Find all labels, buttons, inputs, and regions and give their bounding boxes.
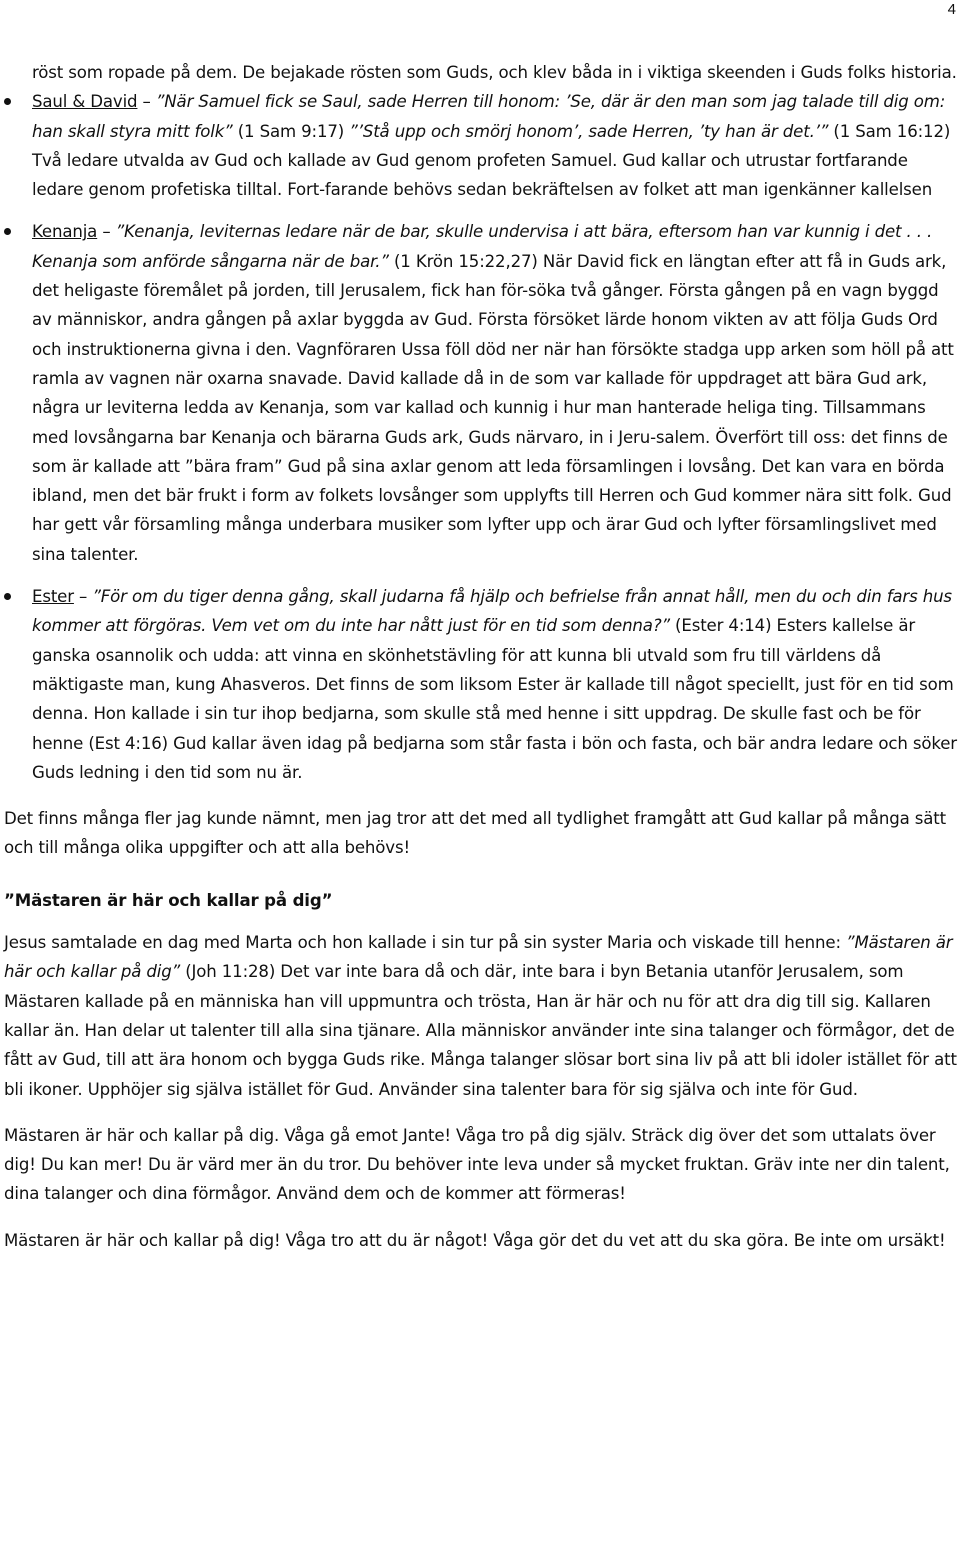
bullet-body: (Ester 4:14) Esters kallelse är ganska osannolik och udda: att vinna en skönhetstävling för att kunna bli utvald som fru till världens då mäktigaste man, kung Ahasveros. Det finns de som liksom Ester är kallade till något speciellt, just för en tid som denna. Hon kallade i sin tur ihop bedjarna, som skulle stå med henne i sitt uppdrag. De skulle fast och be för henne (Est 4:16) Gud kallar även idag på bedjarna som står fasta i bön och fasta, och bär andra ledare och söker Guds ledning i den tid som nu är. (32, 616, 957, 782)
document-body (4, 58, 958, 1255)
bullet-paragraph (32, 582, 958, 787)
bible-quote: ”’Stå upp och smörj honom’, sade Herren, ’ty han är det.’” (349, 121, 829, 141)
bible-quote: ”Kenanja, leviternas ledare när de bar, skulle undervisa i att bära, eftersom han var kunnig i det . . . Kenanja som anförde sångarna när de bar.” (32, 222, 933, 271)
bullet-item-saul-david (4, 87, 958, 204)
section-heading: ”Mästaren är här och kallar på dig” (4, 890, 333, 910)
bullet-dot-icon (4, 98, 11, 105)
bullet-item-kenanja (4, 217, 958, 569)
bullet-body: (1 Sam 16:12) Två ledare utvalda av Gud och kallade av Gud genom profeten Samuel. Gud kallar och utrustar fortfarande ledare genom profetiska tilltal. Fort-farande behövs sedan bekräftelsen av folket att man igenkänner kallelsen (32, 121, 951, 200)
bullet-title: Kenanja (32, 222, 98, 242)
bullet-paragraph (32, 217, 958, 569)
bullet-item-ester (4, 582, 958, 787)
bullet-title: Ester (32, 587, 74, 607)
paragraph-text: Jesus samtalade en dag med Marta och hon kallade i sin tur på sin syster Maria och viskade till henne: (4, 933, 847, 953)
bullet-dash: – (73, 587, 93, 607)
body-paragraph: Mästaren är här och kallar på dig! Våga tro att du är något! Våga gör det du vet att du ska göra. Be inte om ursäkt! (4, 1230, 946, 1250)
paragraph-text: (Joh 11:28) Det var inte bara då och där, inte bara i byn Betania utanför Jerusalem, som Mästaren kallade på en människa han vill uppmuntra och trösta, Han är här och nu för att dra dig till sig. Kallaren kallar än. Han delar ut talenter till alla sina tjänare. Alla människor använder inte sina talanger och förmågor, det de fått av Gud, till att ära honom och bygga Guds rike. Många talanger slösar bort sina liv på att bli idoler istället för att bli ikoner. Upphöjer sig själva istället för Gud. Använder sina talenter bara för sig själva och inte för Gud. (4, 962, 957, 1099)
bullet-dot-icon (4, 228, 11, 235)
bible-quote: ”För om du tiger denna gång, skall judarna få hjälp och befrielse från annat håll, men du och din fars hus kommer att förgöras. Vem vet om du inte har nått just för en tid som denna?” (32, 587, 952, 636)
bible-reference: (1 Sam 9:17) (232, 121, 350, 141)
bullet-dot-icon (4, 593, 11, 600)
bullet-body: (1 Krön 15:22,27) När David fick en längtan efter att få in Guds ark, det heligaste föremålet på jorden, till Jerusalem, fick han för-söka två gånger. Första gången på en vagn byggd av människor, andra gången på axlar byggda av Gud. Första försöket lärde honom vikten av att följa Guds Ord och instruktionerna givna i den. Vagnföraren Ussa föll död ner när han försökte stadga upp arken som höll på att ramla av vagnen när oxarna snavade. David kallade då in de som var kallade för uppdraget att bära Gud ark, några ur leviterna ledda av Kenanja, som var kallad och kunnig i hur man hanterade heliga ting. Tillsammans med lovsångarna bar Kenanja och bärarna Guds ark, Guds närvaro, in i Jeru-salem. Överfört till oss: det finns de som är kallade att ”bära fram” Gud på sina axlar genom att leda församlingen i lovsång. Det kan vara en börda ibland, men det bär frukt i form av folkets lovsånger som upplyfts till Herren och Gud kommer nära sitt folk. Gud har gett vår församling många underbara musiker som lyfter upp och ärar Gud och lyfter församlingslivet med sina talenter. (32, 251, 954, 564)
bullet-dash: – (137, 92, 156, 112)
body-paragraph (4, 928, 958, 1104)
body-paragraph: Mästaren är här och kallar på dig. Våga gå emot Jante! Våga tro på dig själv. Sträck dig över det som uttalats över dig! Du kan mer! Du är värd mer än du tror. Du behöver inte leva under så mycket fruktan. Gräv inte ner din talent, dina talanger och dina förmågor. Använd dem och de kommer att förmeras! (4, 1125, 950, 1204)
page-number: 4 (947, 1, 956, 18)
bible-quote: ”När Samuel fick se Saul, sade Herren till honom: ’Se, där är den man som jag talade till dig om: han skall styra mitt folk” (32, 92, 946, 141)
bullet-title: Saul & David (32, 92, 138, 112)
bible-quote: ”Mästaren är här och kallar på dig” (4, 933, 953, 982)
summary-paragraph: Det finns många fler jag kunde nämnt, men jag tror att det med all tydlighet framgått att Gud kallar på många sätt och till många olika uppgifter och att alla behövs! (4, 809, 946, 858)
bullet-dash: – (97, 222, 116, 242)
intro-paragraph: röst som ropade på dem. De bejakade rösten som Guds, och klev båda in i viktiga skeenden i Guds folks historia. (32, 63, 957, 82)
bullet-paragraph (32, 87, 958, 204)
